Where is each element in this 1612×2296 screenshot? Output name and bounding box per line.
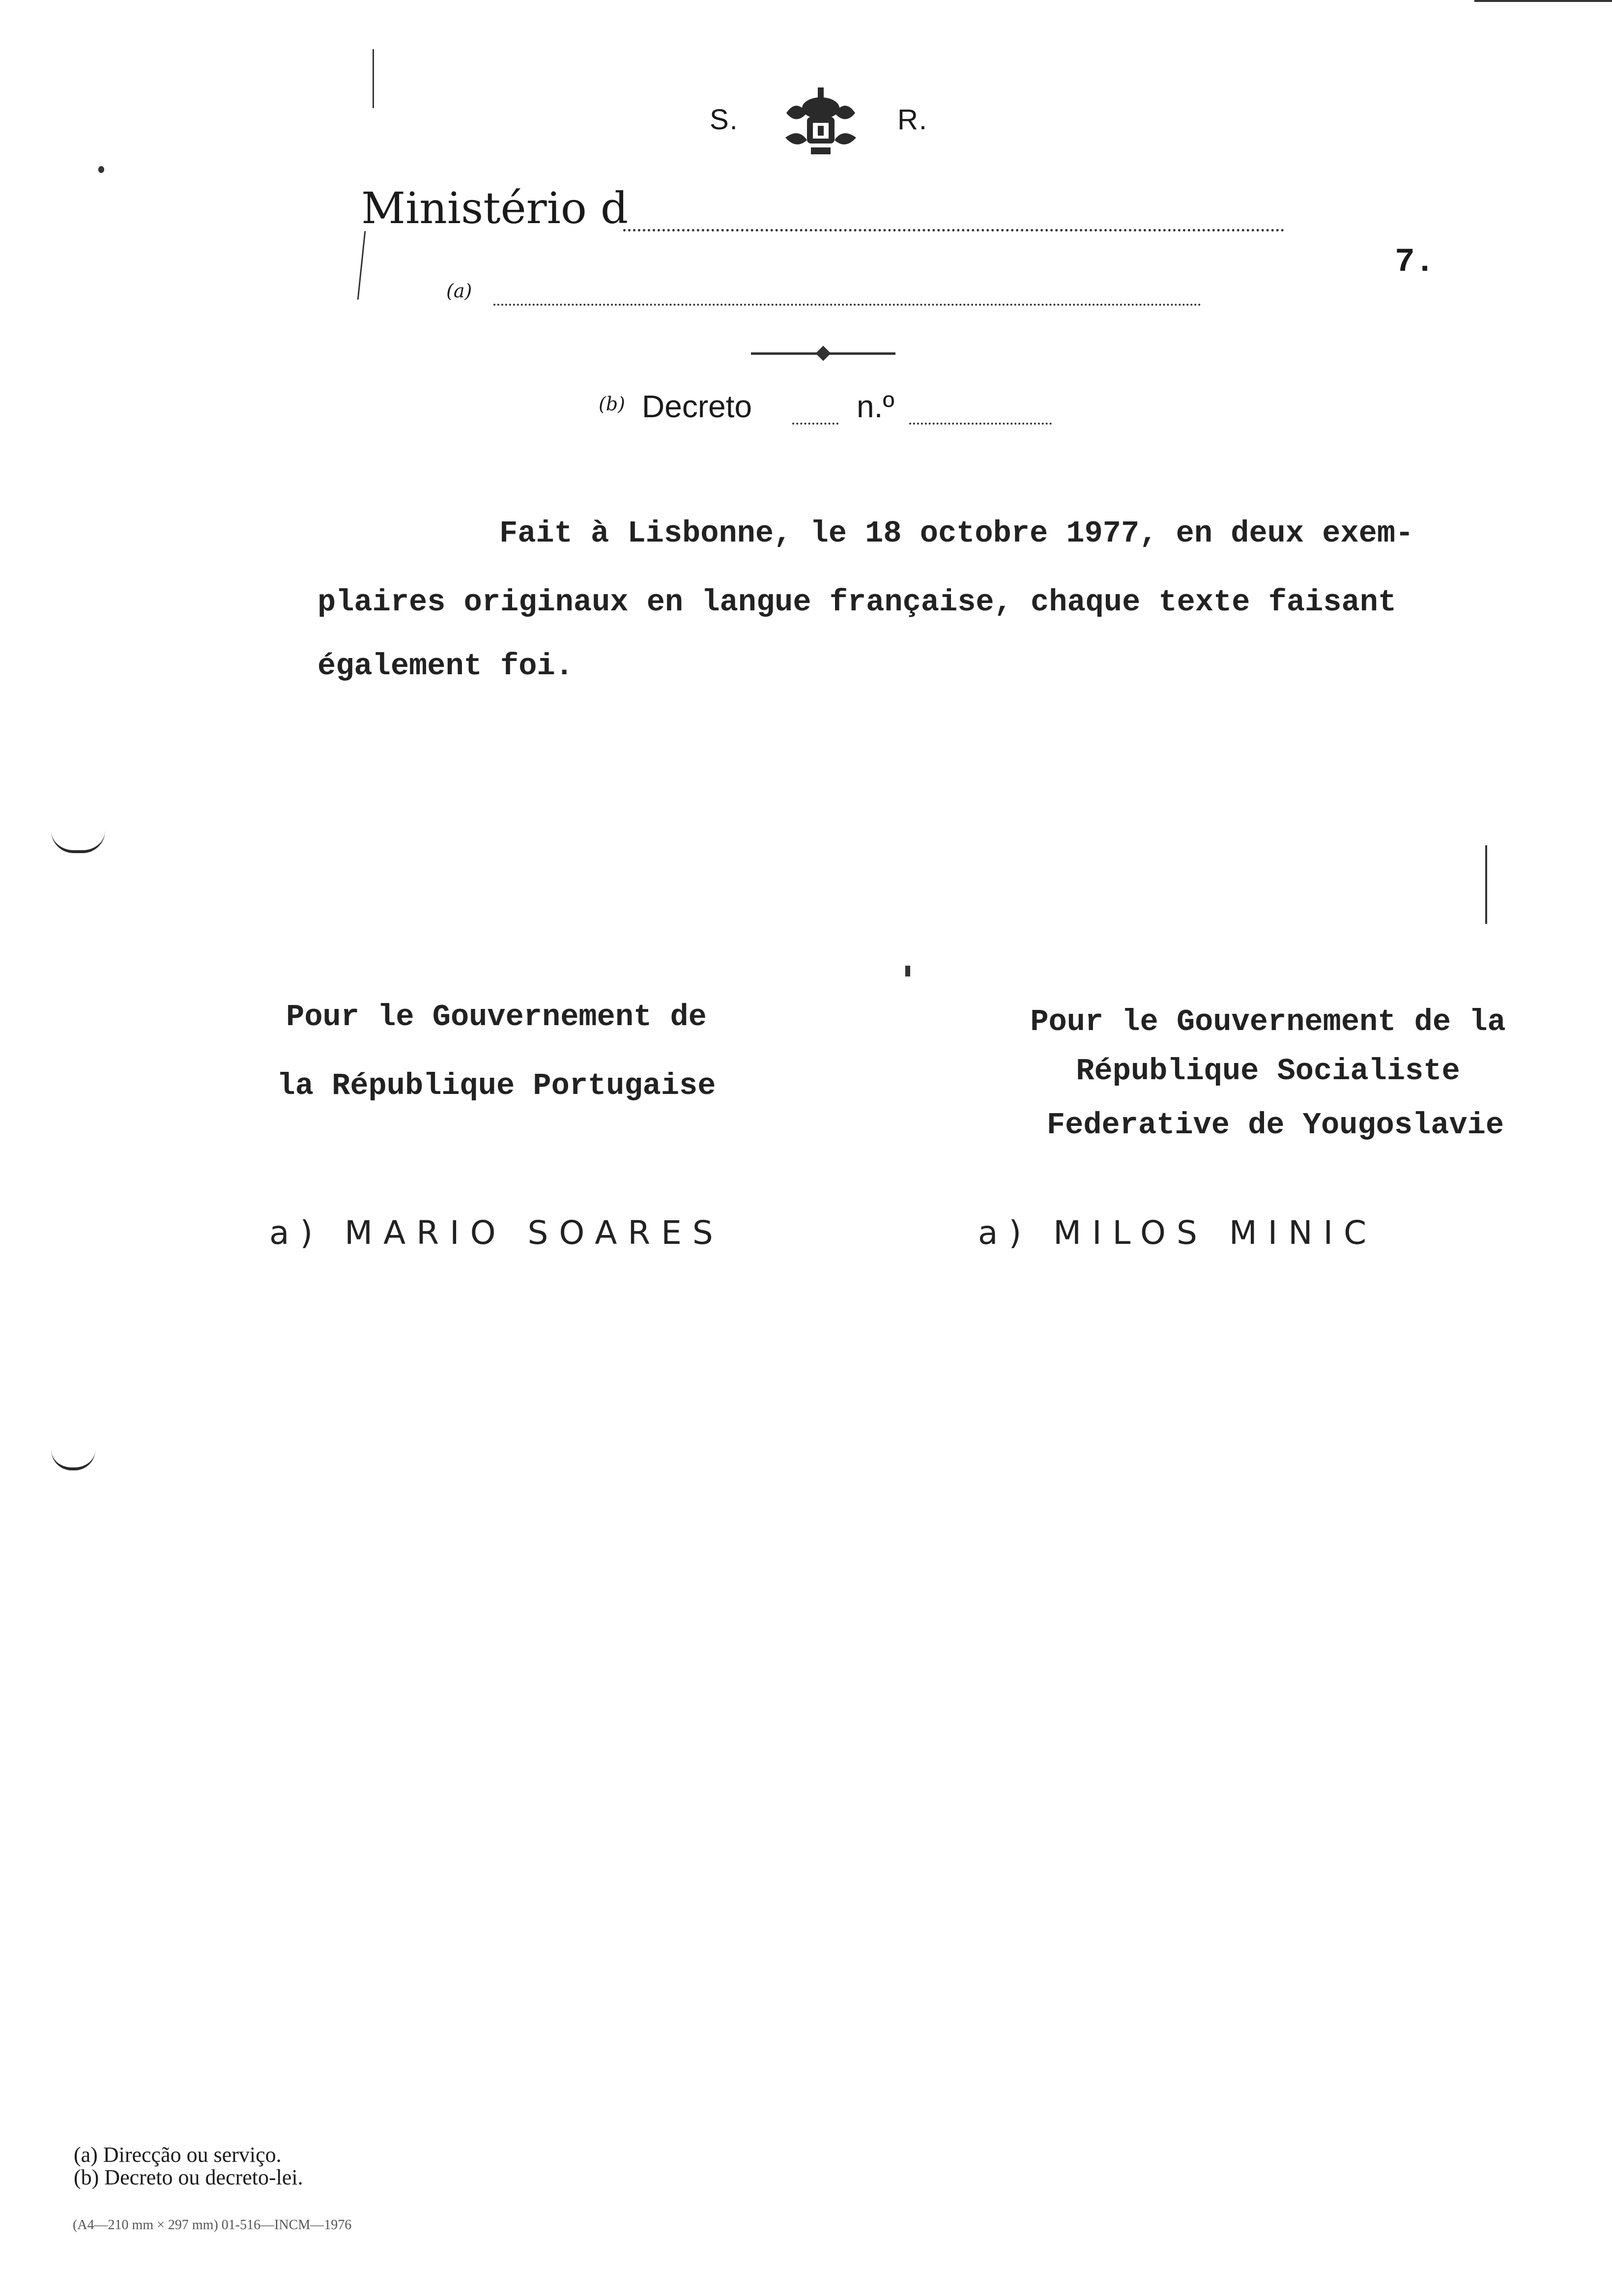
paragraph-line-1: Fait à Lisbonne, le 18 octobre 1977, en deux exem- — [499, 516, 1414, 551]
paragraph-line-2: plaires originaux en langue française, chaque texte faisant — [317, 585, 1397, 620]
left-signatory-line-2: la République Portugaise — [277, 1068, 716, 1103]
scan-edge-top-right — [1474, 0, 1612, 2]
footnote-b: (b) Decreto ou decreto-lei. — [74, 2165, 303, 2189]
decreto-type-dotted-line — [792, 423, 838, 425]
print-code: (A4—210 mm × 297 mm) 01-516—INCM—1976 — [73, 2217, 352, 2233]
decreto-number-dotted-line — [909, 423, 1052, 425]
scan-edge-line-left — [357, 231, 366, 300]
ministerio-dotted-line — [623, 229, 1284, 231]
header-r-label: R. — [897, 104, 928, 136]
left-signatory-line-1: Pour le Gouvernement de — [286, 1000, 707, 1034]
binder-hole-mark-bottom — [51, 1450, 95, 1470]
right-signatory-line-1: Pour le Gouvernement de la — [1030, 1004, 1506, 1039]
numero-label: n.º — [857, 389, 894, 424]
coat-of-arms-emblem — [777, 79, 865, 162]
paragraph-line-3: également foi. — [317, 649, 574, 684]
footnote-a-marker: (a) — [446, 280, 472, 302]
left-signature: a) MARIO SOARES — [269, 1214, 724, 1252]
footnote-b-marker: (b) — [599, 393, 625, 415]
right-signatory-line-2: République Socialiste — [1076, 1054, 1460, 1089]
scan-edge-line — [1485, 845, 1487, 924]
decreto-label: Decreto — [642, 389, 752, 424]
scan-edge-line-top — [373, 49, 374, 108]
direccao-dotted-line — [493, 304, 1201, 306]
divider-diamond — [815, 345, 831, 361]
page-number: 7. — [1395, 243, 1435, 281]
scan-speck — [98, 166, 104, 173]
ministerio-label: Ministério d — [361, 183, 629, 233]
footnote-a: (a) Direcção ou serviço. — [74, 2143, 282, 2167]
right-signatory-line-3: Federative de Yougoslavie — [1046, 1108, 1504, 1143]
scan-speck-center — [905, 966, 910, 976]
binder-hole-mark-top — [51, 831, 105, 853]
right-signature: a) MILOS MINIC — [978, 1214, 1378, 1252]
header-s-label: S. — [710, 104, 739, 136]
